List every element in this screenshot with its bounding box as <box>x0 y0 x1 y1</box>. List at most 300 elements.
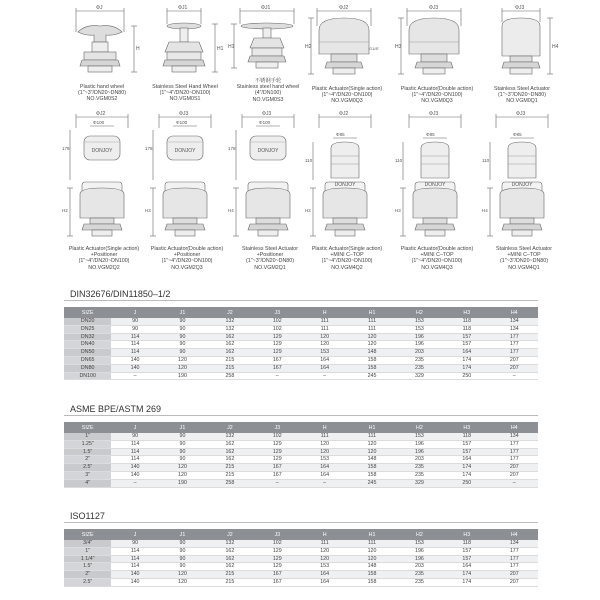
column-header: H2 <box>396 529 443 540</box>
value-cell: 167 <box>254 471 301 479</box>
value-cell: 250 <box>443 479 490 487</box>
table-row <box>64 563 538 571</box>
value-cell: 157 <box>443 547 490 555</box>
value-cell: 177 <box>491 349 538 357</box>
value-cell: 203 <box>396 563 443 571</box>
value-cell: 111 <box>301 325 348 333</box>
value-cell: 153 <box>396 540 443 547</box>
value-cell: 114 <box>111 456 158 464</box>
value-cell: 118 <box>443 433 490 440</box>
value-cell: 235 <box>396 464 443 472</box>
size-cell: DN80 <box>64 364 111 372</box>
value-cell: 158 <box>348 471 395 479</box>
table-row <box>64 349 538 357</box>
value-cell: 190 <box>159 479 206 487</box>
table-row <box>64 325 538 333</box>
size-cell: 1.5" <box>64 448 111 456</box>
dim-label: ΦJ3 <box>179 111 189 117</box>
dim-label: Φ100 <box>176 120 188 125</box>
drawing-actuator-accessory <box>395 108 479 278</box>
value-cell: 164 <box>301 464 348 472</box>
drawing-actuator-accessory <box>145 108 229 278</box>
value-cell: 162 <box>206 448 253 456</box>
table-row <box>64 547 538 555</box>
table-title: ASME BPE/ASTM 269 <box>64 403 538 416</box>
value-cell: 164 <box>301 471 348 479</box>
value-cell: 153 <box>396 325 443 333</box>
value-cell: 162 <box>206 456 253 464</box>
value-cell: 177 <box>491 547 538 555</box>
table-row <box>64 318 538 325</box>
value-cell: 215 <box>206 364 253 372</box>
value-cell: 207 <box>491 464 538 472</box>
value-cell: 158 <box>348 364 395 372</box>
size-cell: DN65 <box>64 356 111 364</box>
size-cell: DN25 <box>64 325 111 333</box>
drawing-plastic-actuator-single <box>305 2 389 122</box>
value-cell: 245 <box>348 479 395 487</box>
brand-label: DONJOY <box>511 182 533 188</box>
value-cell: 114 <box>111 341 158 349</box>
dim-label: Φ85 <box>426 132 435 137</box>
value-cell: 120 <box>348 547 395 555</box>
value-cell: 132 <box>206 540 253 547</box>
value-cell: 90 <box>159 440 206 448</box>
column-header: J <box>111 529 158 540</box>
value-cell: 111 <box>301 433 348 440</box>
value-cell: 102 <box>254 540 301 547</box>
value-cell: 129 <box>254 333 301 341</box>
table-row <box>64 479 538 487</box>
dim-label: Φ85 <box>336 132 345 137</box>
value-cell: 134 <box>491 325 538 333</box>
value-cell: 90 <box>111 325 158 333</box>
port-label: G1/8" <box>369 46 380 51</box>
value-cell: – <box>491 372 538 380</box>
value-cell: 258 <box>206 479 253 487</box>
value-cell: 158 <box>348 578 395 586</box>
dim-label: H4 <box>482 208 488 213</box>
size-cell: 1" <box>64 547 111 555</box>
value-cell: 174 <box>443 356 490 364</box>
product-drawings <box>0 0 600 275</box>
brand-label: DONJOY <box>91 148 113 154</box>
dimension-table <box>64 307 538 380</box>
value-cell: 196 <box>396 547 443 555</box>
value-cell: 235 <box>396 364 443 372</box>
drawing-caption: Stainless Steel Actuator (1"~3"/DN20~DN80) NO.VGM0Q1 <box>494 86 550 105</box>
value-cell: 177 <box>491 341 538 349</box>
value-cell: 235 <box>396 471 443 479</box>
value-cell: 132 <box>206 325 253 333</box>
value-cell: 207 <box>491 364 538 372</box>
drawing-plastic-hand-wheel <box>62 2 142 122</box>
drawing-caption: Plastic hand wheel (1"~3"/DN20~DN80) NO.VGM0S2 <box>78 84 126 103</box>
value-cell: 153 <box>301 456 348 464</box>
dim-label: Φ100 <box>259 120 271 125</box>
value-cell: 235 <box>396 578 443 586</box>
value-cell: 129 <box>254 448 301 456</box>
value-cell: 120 <box>159 571 206 579</box>
value-cell: 153 <box>301 349 348 357</box>
dim-label: ΦJ2 <box>339 111 349 117</box>
size-cell: 1 1/4" <box>64 555 111 563</box>
column-header: H <box>301 529 348 540</box>
column-header: J1 <box>159 529 206 540</box>
value-cell: 90 <box>159 555 206 563</box>
value-cell: 111 <box>348 433 395 440</box>
column-header: J1 <box>159 307 206 318</box>
table-row <box>64 356 538 364</box>
value-cell: 190 <box>159 372 206 380</box>
value-cell: 102 <box>254 325 301 333</box>
value-cell: 207 <box>491 471 538 479</box>
drawing-actuator-accessory <box>482 108 566 278</box>
value-cell: 120 <box>159 356 206 364</box>
value-cell: – <box>254 479 301 487</box>
drawing-ss-actuator <box>482 2 562 122</box>
value-cell: 132 <box>206 433 253 440</box>
dim-label: H1 <box>217 46 224 52</box>
value-cell: 90 <box>111 433 158 440</box>
value-cell: 174 <box>443 471 490 479</box>
column-header: J2 <box>206 529 253 540</box>
value-cell: 148 <box>348 563 395 571</box>
value-cell: 120 <box>301 333 348 341</box>
dim-label: ΦJ3 <box>262 111 272 117</box>
value-cell: 120 <box>348 440 395 448</box>
value-cell: 140 <box>111 571 158 579</box>
value-cell: 90 <box>159 325 206 333</box>
value-cell: 90 <box>159 540 206 547</box>
value-cell: 140 <box>111 471 158 479</box>
dim-label: 178 <box>62 146 70 151</box>
value-cell: 140 <box>111 364 158 372</box>
dim-label: 178 <box>228 146 236 151</box>
column-header: SIZE <box>64 422 111 433</box>
value-cell: 140 <box>111 356 158 364</box>
dimension-table <box>64 422 538 488</box>
value-cell: 177 <box>491 333 538 341</box>
column-header: H3 <box>443 307 490 318</box>
value-cell: 245 <box>348 372 395 380</box>
value-cell: 215 <box>206 578 253 586</box>
value-cell: 167 <box>254 464 301 472</box>
dim-label: 110 <box>395 158 403 163</box>
size-cell: 4" <box>64 479 111 487</box>
value-cell: 148 <box>348 456 395 464</box>
value-cell: 102 <box>254 318 301 325</box>
value-cell: – <box>301 479 348 487</box>
value-cell: 162 <box>206 440 253 448</box>
value-cell: 203 <box>396 456 443 464</box>
dim-label: ΦJ3 <box>429 5 439 11</box>
value-cell: 215 <box>206 464 253 472</box>
value-cell: 111 <box>301 318 348 325</box>
value-cell: 114 <box>111 333 158 341</box>
value-cell: 90 <box>111 540 158 547</box>
value-cell: 167 <box>254 571 301 579</box>
size-cell: 2.5" <box>64 578 111 586</box>
dim-label: H4 <box>228 208 234 213</box>
drawing-plastic-actuator-double <box>395 2 479 122</box>
column-header: J3 <box>254 529 301 540</box>
drawing-caption: Plastic Actuator(Double action) (1"~4"/DN20~DN100) NO.VGM0Q3 <box>400 86 474 105</box>
value-cell: 164 <box>443 563 490 571</box>
value-cell: 114 <box>111 440 158 448</box>
value-cell: 164 <box>301 571 348 579</box>
value-cell: 120 <box>301 448 348 456</box>
value-cell: 177 <box>491 555 538 563</box>
value-cell: 120 <box>348 341 395 349</box>
value-cell: 235 <box>396 571 443 579</box>
value-cell: 120 <box>301 440 348 448</box>
value-cell: 158 <box>348 356 395 364</box>
value-cell: 164 <box>301 578 348 586</box>
dimension-table-section <box>64 510 538 587</box>
table-row <box>64 571 538 579</box>
column-header: H4 <box>491 422 538 433</box>
value-cell: 153 <box>396 318 443 325</box>
size-cell: DN20 <box>64 318 111 325</box>
dim-label: H3 <box>145 208 151 213</box>
value-cell: 207 <box>491 571 538 579</box>
dim-label: ΦJ1 <box>261 5 271 11</box>
size-cell: DN100 <box>64 372 111 380</box>
brand-label: DONJOY <box>174 148 196 154</box>
dim-label: 110 <box>305 158 313 163</box>
value-cell: 329 <box>396 479 443 487</box>
column-header: SIZE <box>64 529 111 540</box>
dim-label: ΦJ3 <box>515 5 525 11</box>
size-cell: 2.5" <box>64 464 111 472</box>
value-cell: 90 <box>159 433 206 440</box>
value-cell: – <box>491 479 538 487</box>
value-cell: 157 <box>443 333 490 341</box>
dim-label: H2 <box>305 208 311 213</box>
value-cell: 162 <box>206 547 253 555</box>
value-cell: 120 <box>159 464 206 472</box>
value-cell: 162 <box>206 333 253 341</box>
value-cell: 129 <box>254 547 301 555</box>
dim-label: H3 <box>395 208 401 213</box>
dim-label: Φ85 <box>513 132 522 137</box>
drawing-ss-hand-wheel <box>145 2 225 122</box>
brand-label: DONJOY <box>424 182 446 188</box>
table-title: DIN32676/DIN11850–1/2 <box>64 288 538 301</box>
value-cell: 329 <box>396 372 443 380</box>
drawing-caption: Plastic Actuator(Double action) +Positioner (1"~4"/DN20~DN100) NO.VGM2Q3 <box>150 246 224 271</box>
drawing-caption: Plastic Actuator(Single action) (1"~4"/DN20~DN100) NO.VGM0Q3 <box>311 86 383 105</box>
column-header: H2 <box>396 422 443 433</box>
column-header: J2 <box>206 307 253 318</box>
table-row <box>64 555 538 563</box>
dim-label: H <box>136 46 140 52</box>
value-cell: 120 <box>159 578 206 586</box>
value-cell: 162 <box>206 341 253 349</box>
table-row <box>64 471 538 479</box>
dimension-table <box>64 529 538 587</box>
value-cell: 140 <box>111 578 158 586</box>
table-row <box>64 364 538 372</box>
drawing-ss-hand-wheel-4in <box>228 2 308 122</box>
table-title: ISO1127 <box>64 510 538 523</box>
column-header: H1 <box>348 307 395 318</box>
column-header: J <box>111 307 158 318</box>
brand-label: DONJOY <box>334 182 356 188</box>
column-header: H3 <box>443 529 490 540</box>
value-cell: 90 <box>159 448 206 456</box>
table-row <box>64 440 538 448</box>
value-cell: 235 <box>396 356 443 364</box>
value-cell: – <box>301 372 348 380</box>
value-cell: 111 <box>348 325 395 333</box>
size-cell: 1" <box>64 433 111 440</box>
value-cell: 162 <box>206 349 253 357</box>
value-cell: 196 <box>396 333 443 341</box>
value-cell: 140 <box>111 464 158 472</box>
value-cell: 167 <box>254 364 301 372</box>
value-cell: 129 <box>254 341 301 349</box>
value-cell: 162 <box>206 563 253 571</box>
value-cell: 174 <box>443 578 490 586</box>
dim-label: ΦJ <box>96 5 103 11</box>
column-header: H <box>301 422 348 433</box>
value-cell: 250 <box>443 372 490 380</box>
value-cell: 164 <box>301 364 348 372</box>
value-cell: 118 <box>443 318 490 325</box>
value-cell: 207 <box>491 578 538 586</box>
value-cell: 90 <box>159 318 206 325</box>
value-cell: 90 <box>159 547 206 555</box>
value-cell: 164 <box>443 349 490 357</box>
value-cell: 162 <box>206 555 253 563</box>
value-cell: 148 <box>348 349 395 357</box>
drawing-caption: Stainless Steel Hand Wheel (1"~4"/DN20~DN100) NO.VGM0S1 <box>152 84 218 103</box>
column-header: J <box>111 422 158 433</box>
value-cell: 164 <box>443 456 490 464</box>
value-cell: 167 <box>254 578 301 586</box>
dim-label: H3 <box>395 44 402 50</box>
dim-label: ΦJ2 <box>339 5 349 11</box>
dim-label: ΦJ2 <box>96 111 106 117</box>
size-cell: 3/4" <box>64 540 111 547</box>
dim-label: H4 <box>552 44 559 50</box>
value-cell: 120 <box>348 333 395 341</box>
column-header: H2 <box>396 307 443 318</box>
table-row <box>64 464 538 472</box>
value-cell: 114 <box>111 547 158 555</box>
dim-label: ΦJ1 <box>178 5 188 11</box>
value-cell: 153 <box>396 433 443 440</box>
column-header: H3 <box>443 422 490 433</box>
drawing-caption: 不锈钢手轮 Stainless steel hand wheel (4"/DN100) NO.VGM0S3 <box>236 78 300 103</box>
value-cell: 203 <box>396 349 443 357</box>
value-cell: 132 <box>206 318 253 325</box>
value-cell: 157 <box>443 555 490 563</box>
size-cell: DN40 <box>64 341 111 349</box>
value-cell: 157 <box>443 341 490 349</box>
value-cell: 177 <box>491 440 538 448</box>
table-row <box>64 448 538 456</box>
value-cell: 111 <box>348 540 395 547</box>
value-cell: 134 <box>491 540 538 547</box>
value-cell: 177 <box>491 448 538 456</box>
value-cell: 90 <box>111 318 158 325</box>
value-cell: 90 <box>159 563 206 571</box>
value-cell: 111 <box>301 540 348 547</box>
value-cell: 120 <box>301 341 348 349</box>
value-cell: 102 <box>254 433 301 440</box>
value-cell: – <box>111 479 158 487</box>
value-cell: 158 <box>348 571 395 579</box>
value-cell: 153 <box>301 563 348 571</box>
dim-label: H2 <box>305 44 312 50</box>
value-cell: 114 <box>111 448 158 456</box>
value-cell: 164 <box>301 356 348 364</box>
value-cell: 90 <box>159 349 206 357</box>
value-cell: 129 <box>254 440 301 448</box>
column-header: H <box>301 307 348 318</box>
table-row <box>64 372 538 380</box>
size-cell: 1.5" <box>64 563 111 571</box>
dimension-table-section <box>64 288 538 380</box>
value-cell: 174 <box>443 364 490 372</box>
value-cell: 120 <box>159 364 206 372</box>
column-header: J2 <box>206 422 253 433</box>
column-header: J3 <box>254 422 301 433</box>
value-cell: 129 <box>254 349 301 357</box>
value-cell: 174 <box>443 571 490 579</box>
dim-label: H2 <box>62 208 68 213</box>
column-header: H1 <box>348 422 395 433</box>
table-row <box>64 456 538 464</box>
table-row <box>64 540 538 547</box>
value-cell: – <box>111 372 158 380</box>
value-cell: 215 <box>206 356 253 364</box>
table-row <box>64 333 538 341</box>
drawing-caption: Plastic Actuator(Single action) +Positioner (1"~4"/DN20~DN100) NO.VGM2Q2 <box>68 246 140 271</box>
value-cell: 258 <box>206 372 253 380</box>
drawing-caption: Stainless Steel Actuator +Positioner (1"~3"/DN20~DN80) NO.VGM2Q1 <box>242 246 298 271</box>
value-cell: 129 <box>254 555 301 563</box>
dim-label: Φ100 <box>93 120 105 125</box>
column-header: J1 <box>159 422 206 433</box>
value-cell: 174 <box>443 464 490 472</box>
value-cell: 120 <box>348 555 395 563</box>
value-cell: 111 <box>348 318 395 325</box>
drawing-actuator-accessory <box>305 108 389 278</box>
dim-label: 178 <box>145 146 153 151</box>
drawing-caption: Plastic Actuator(Single action) +MINI C–TOP (1"~4"/DN20~DN100) NO.VGM4Q2 <box>311 246 383 271</box>
drawing-caption: Plastic Actuator(Double action) +MINI C–TOP (1"~4"/DN20~DN100) NO.VGM4Q3 <box>400 246 474 271</box>
value-cell: 90 <box>159 456 206 464</box>
value-cell: 215 <box>206 571 253 579</box>
value-cell: 114 <box>111 563 158 571</box>
drawing-actuator-accessory <box>62 108 146 278</box>
value-cell: 196 <box>396 341 443 349</box>
column-header: H4 <box>491 307 538 318</box>
value-cell: 177 <box>491 456 538 464</box>
value-cell: 90 <box>159 341 206 349</box>
size-cell: 2" <box>64 571 111 579</box>
column-header: J3 <box>254 307 301 318</box>
value-cell: 120 <box>159 471 206 479</box>
value-cell: 90 <box>159 333 206 341</box>
value-cell: 120 <box>348 448 395 456</box>
value-cell: 134 <box>491 318 538 325</box>
value-cell: 120 <box>301 547 348 555</box>
